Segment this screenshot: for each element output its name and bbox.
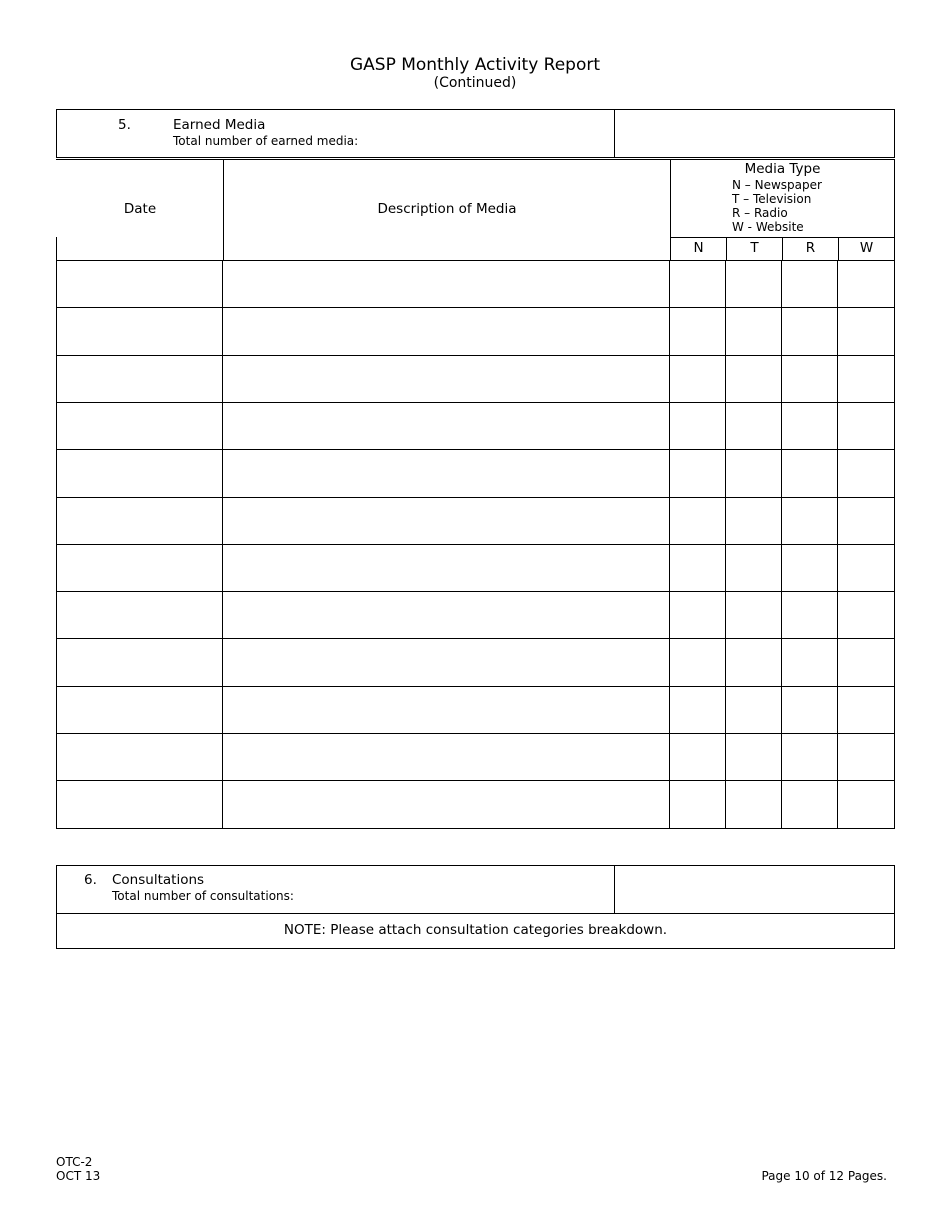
date-cell[interactable] — [56, 260, 223, 308]
page-title: GASP Monthly Activity Report — [349, 55, 601, 75]
t-checkbox-cell[interactable] — [726, 497, 782, 545]
column-header-date: Date — [123, 201, 157, 217]
n-checkbox-cell[interactable] — [670, 402, 726, 450]
media-type-heading: Media Type — [744, 161, 821, 177]
date-cell[interactable] — [56, 544, 223, 592]
date-cell[interactable] — [56, 638, 223, 687]
consultations-total-field[interactable] — [615, 866, 894, 913]
t-checkbox-cell[interactable] — [726, 733, 782, 781]
w-checkbox-cell[interactable] — [838, 307, 895, 356]
section6-number: 6. — [84, 872, 97, 888]
w-checkbox-cell[interactable] — [838, 733, 895, 781]
r-checkbox-cell[interactable] — [782, 780, 838, 829]
n-checkbox-cell[interactable] — [670, 591, 726, 639]
media-type-legend — [732, 178, 822, 234]
r-checkbox-cell[interactable] — [782, 449, 838, 498]
r-checkbox-cell[interactable] — [782, 497, 838, 545]
description-cell[interactable] — [223, 497, 670, 545]
earned-media-total-field[interactable] — [615, 110, 894, 157]
t-checkbox-cell[interactable] — [726, 402, 782, 450]
n-checkbox-cell[interactable] — [670, 733, 726, 781]
n-checkbox-cell[interactable] — [670, 260, 726, 308]
form-id: OTC-2 — [56, 1155, 93, 1169]
w-checkbox-cell[interactable] — [838, 591, 895, 639]
column-header-description: Description of Media — [377, 201, 517, 217]
column-header-r: R — [805, 240, 816, 256]
description-cell[interactable] — [223, 638, 670, 687]
page-subtitle: (Continued) — [433, 75, 517, 91]
date-cell[interactable] — [56, 780, 223, 829]
page-number: Page 10 of 12 Pages. — [761, 1169, 887, 1183]
date-cell[interactable] — [56, 497, 223, 545]
t-checkbox-cell[interactable] — [726, 355, 782, 403]
t-checkbox-cell[interactable] — [726, 780, 782, 829]
r-checkbox-cell[interactable] — [782, 260, 838, 308]
r-checkbox-cell[interactable] — [782, 733, 838, 781]
consultation-note: NOTE: Please attach consultation categories breakdown. — [283, 922, 668, 938]
column-header-n: N — [693, 240, 704, 256]
section6-heading: Consultations — [112, 872, 205, 888]
r-checkbox-cell[interactable] — [782, 686, 838, 734]
description-cell[interactable] — [223, 449, 670, 498]
w-checkbox-cell[interactable] — [838, 686, 895, 734]
section5-total-label: Total number of earned media: — [173, 134, 359, 148]
n-checkbox-cell[interactable] — [670, 497, 726, 545]
description-cell[interactable] — [223, 307, 670, 356]
description-cell[interactable] — [223, 780, 670, 829]
w-checkbox-cell[interactable] — [838, 780, 895, 829]
n-checkbox-cell[interactable] — [670, 355, 726, 403]
section5-heading: Earned Media — [173, 117, 266, 133]
date-cell[interactable] — [56, 402, 223, 450]
description-cell[interactable] — [223, 686, 670, 734]
n-checkbox-cell[interactable] — [670, 307, 726, 356]
t-checkbox-cell[interactable] — [726, 544, 782, 592]
w-checkbox-cell[interactable] — [838, 402, 895, 450]
t-checkbox-cell[interactable] — [726, 449, 782, 498]
description-cell[interactable] — [223, 402, 670, 450]
t-checkbox-cell[interactable] — [726, 591, 782, 639]
n-checkbox-cell[interactable] — [670, 449, 726, 498]
description-cell[interactable] — [223, 260, 670, 308]
r-checkbox-cell[interactable] — [782, 355, 838, 403]
date-cell[interactable] — [56, 307, 223, 356]
description-cell[interactable] — [223, 355, 670, 403]
legend-website: W - Website — [732, 220, 804, 234]
legend-newspaper: N – Newspaper — [732, 178, 822, 192]
date-cell[interactable] — [56, 733, 223, 781]
w-checkbox-cell[interactable] — [838, 638, 895, 687]
section5-number: 5. — [118, 117, 131, 133]
date-cell[interactable] — [56, 591, 223, 639]
t-checkbox-cell[interactable] — [726, 260, 782, 308]
column-header-w: W — [859, 240, 874, 256]
r-checkbox-cell[interactable] — [782, 544, 838, 592]
date-cell[interactable] — [56, 449, 223, 498]
w-checkbox-cell[interactable] — [838, 497, 895, 545]
r-checkbox-cell[interactable] — [782, 591, 838, 639]
legend-radio: R – Radio — [732, 206, 788, 220]
date-cell[interactable] — [56, 686, 223, 734]
t-checkbox-cell[interactable] — [726, 307, 782, 356]
description-cell[interactable] — [223, 591, 670, 639]
column-header-t: T — [750, 240, 759, 256]
date-cell[interactable] — [56, 355, 223, 403]
t-checkbox-cell[interactable] — [726, 686, 782, 734]
description-cell[interactable] — [223, 733, 670, 781]
earned-media-header — [56, 109, 895, 158]
legend-television: T – Television — [732, 192, 812, 206]
description-cell[interactable] — [223, 544, 670, 592]
consultations-box — [56, 865, 895, 949]
r-checkbox-cell[interactable] — [782, 307, 838, 356]
n-checkbox-cell[interactable] — [670, 686, 726, 734]
w-checkbox-cell[interactable] — [838, 355, 895, 403]
w-checkbox-cell[interactable] — [838, 260, 895, 308]
r-checkbox-cell[interactable] — [782, 638, 838, 687]
n-checkbox-cell[interactable] — [670, 638, 726, 687]
t-checkbox-cell[interactable] — [726, 638, 782, 687]
form-revision: OCT 13 — [56, 1169, 101, 1183]
w-checkbox-cell[interactable] — [838, 544, 895, 592]
n-checkbox-cell[interactable] — [670, 780, 726, 829]
r-checkbox-cell[interactable] — [782, 402, 838, 450]
w-checkbox-cell[interactable] — [838, 449, 895, 498]
n-checkbox-cell[interactable] — [670, 544, 726, 592]
section6-total-label: Total number of consultations: — [112, 889, 294, 903]
